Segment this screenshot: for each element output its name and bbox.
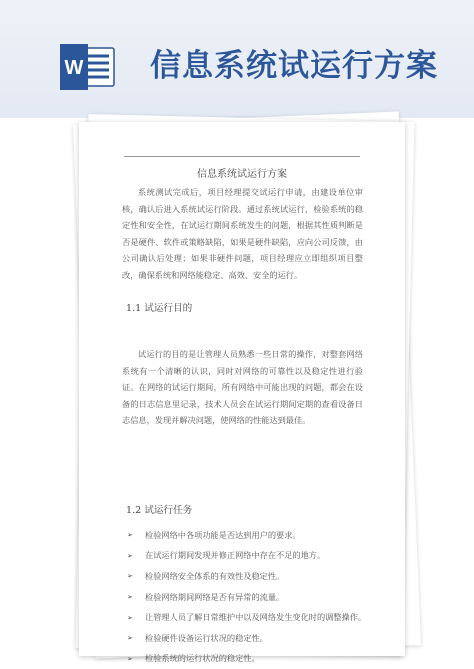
word-logo-letter: W xyxy=(64,57,84,79)
list-item xyxy=(127,628,367,649)
arrow-bullet-icon: ➢ xyxy=(127,593,133,602)
task-text: 让管理人员了解日常维护中以及网络发生变化时的调整操作。 xyxy=(145,612,367,623)
document-page xyxy=(79,122,405,664)
task-text: 检验硬件设备运行状况的稳定性。 xyxy=(145,632,268,643)
intro-paragraph: 系统测试完成后，项目经理提交试运行申请，由建设单位审核，确认后进入系统试运行阶段。通过系统试运行，检验系统的稳定性和安全性，在试运行期间系统发生的问题，根据其性质判断是否是硬件、软件或策略缺陷，如果是硬件缺陷，应向公司反馈，由公司确认后处理；如果非硬件问题，项目经理应立即组织项目整改，确保系统和网络能稳定、高效、安全的运行。 xyxy=(122,187,363,280)
arrow-bullet-icon: ➢ xyxy=(127,613,133,622)
microsoft-word-icon xyxy=(58,42,116,92)
arrow-bullet-icon: ➢ xyxy=(127,551,133,560)
list-item xyxy=(127,546,367,567)
header-banner xyxy=(0,0,474,118)
document-title: 信息系统试运行方案 xyxy=(197,169,287,180)
list-item xyxy=(127,525,367,546)
task-list xyxy=(127,525,367,669)
task-text: 在试运行期间发现并修正网络中存在不足的地方。 xyxy=(145,550,326,561)
arrow-bullet-icon: ➢ xyxy=(127,572,133,581)
list-item xyxy=(127,587,367,608)
section-heading-tasks: 1.2 试运行任务 xyxy=(126,505,193,516)
task-text: 检验系统的运行状况的稳定性。 xyxy=(145,653,260,664)
list-item xyxy=(127,566,367,587)
arrow-bullet-icon: ➢ xyxy=(127,531,133,540)
section-heading-purpose: 1.1 试运行目的 xyxy=(126,303,193,314)
banner-title: 信息系统试运行方案 xyxy=(150,48,438,84)
task-text: 检验网络期间网络是否有异常的流量。 xyxy=(145,591,285,602)
task-text: 检验网络安全体系的有效性及稳定性。 xyxy=(145,570,285,581)
purpose-paragraph: 试运行的目的是让管理人员熟悉一些日常的操作，对整套网络系统有一个清晰的认识，同时对网络的可靠性以及稳定性进行验证。在网络的试运行期间，所有网络中可能出现的问题，都会在设备的日志信息里记录，技术人员会在试运行期间定期的查看设备日志信息，发现并解决问题，使网络的性能达到最佳。 xyxy=(122,349,363,425)
list-item xyxy=(127,607,367,628)
list-item xyxy=(127,649,367,669)
header-rule xyxy=(124,156,360,157)
task-text: 检验网络中各项功能是否达到用户的要求。 xyxy=(145,529,301,540)
arrow-bullet-icon: ➢ xyxy=(127,654,133,663)
arrow-bullet-icon: ➢ xyxy=(127,634,133,643)
